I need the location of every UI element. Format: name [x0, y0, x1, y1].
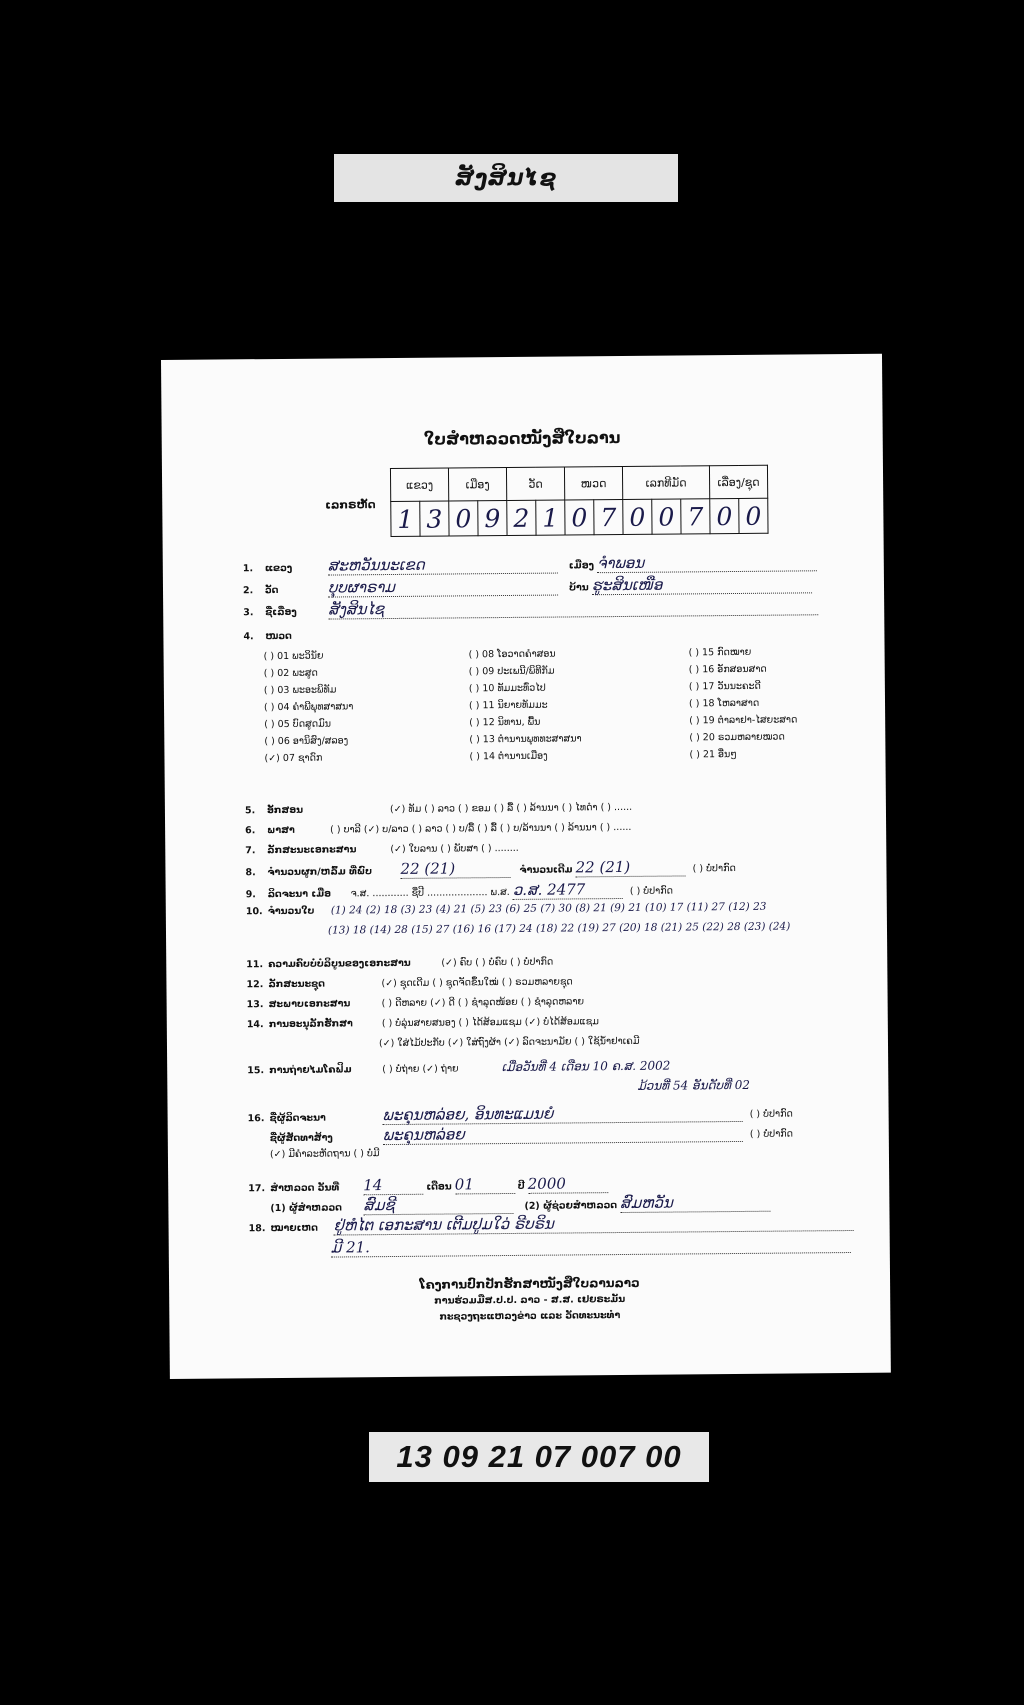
field-completeness: 11. ຄວາມຄົບບໍ່ບໍລິບູນຂອງເອກະສານ (✓) ຄົບ ( ) ບໍ່ຄົບ ( ) ບໍ່ປາກົດ: [246, 956, 554, 971]
survey-form: [161, 354, 891, 1379]
scribe-value: ພະຄຸນຫລ່ອຍ, ອິນທະແມນຍໍ: [383, 1103, 743, 1125]
code-col-district: ເມືອງ: [448, 467, 506, 501]
code-digit: 0: [652, 499, 681, 534]
category-option[interactable]: ( ) 20 ຣວມຫລາຍໝວດ: [689, 731, 785, 744]
category-option[interactable]: ( ) 10 ທັມມະທົ່ວໄປ: [468, 682, 546, 695]
code-digit: 0: [710, 498, 739, 533]
code-col-story: ເລື່ອງ/ຊຸດ: [709, 465, 767, 499]
fascicles-original: 22 (21): [576, 857, 686, 877]
remarks-value: ຢູ່ຫໍໄຕ ເອກະສານ ເຕີມປູມໃວ່ ຣີບຣິນ: [334, 1212, 854, 1236]
conservation-options[interactable]: ( ) ບໍ່ລຸ່ນສາຍສນອງ ( ) ໄດ້ສ້ອມແຊມ (✓) ບໍ່ໄດ້ສ້ອມແຊມ: [381, 1016, 599, 1030]
field-doc-type: 7. ລັກສະນະເອກະສານ (✓) ໃບລານ ( ) ພັບສາ ( ) ........: [245, 842, 519, 857]
village-value: ຮູະສິນເໜືອ: [592, 574, 812, 595]
field-province: 1. ແຂວງ ສະຫວັນນະເຂດ ເມືອງ ຈຳພອນ: [243, 552, 817, 576]
project-ministry: ກະຊວງຖະແຫລງຂ່າວ ແລະ ວັດທະນະທຳ: [439, 1310, 621, 1323]
category-option[interactable]: (✓) 07 ຊາດົກ: [264, 752, 323, 765]
code-table: [390, 465, 769, 537]
category-option[interactable]: ( ) 13 ຕຳນານພຸທທະສາສນາ: [469, 733, 582, 746]
project-name: ໂຄງການປົກປັກຮັກສາໜັງສືໃບລານລາວ: [419, 1275, 640, 1292]
set-type-options[interactable]: (✓) ຊຸດເດີມ ( ) ຊຸດຈັດຂຶ້ນໃໝ່ ( ) ຣວມຫລາຍຊຸດ: [381, 976, 573, 990]
code-digit: 0: [565, 500, 594, 535]
header-label: ສັງສິນໄຊ: [334, 154, 678, 202]
field-written-date: 9. ລິດຈະນາ ເມື່ອ ຈ.ສ. ............ ຊື່ປີ .................... ພ.ສ. ວ.ສ. 2477 ( ) ບໍ່ປາກົດ: [245, 880, 674, 901]
code-digit: 0: [623, 499, 652, 534]
category-option[interactable]: ( ) 09 ປະເພນີ/ພິທີກັມ: [468, 665, 555, 678]
category-grid: [263, 646, 798, 765]
field-language: 6. ພາສາ ( ) ບາລີ (✓) ບ/ລາວ ( ) ລາວ ( ) ບ/ລື້ ( ) ລື້ ( ) ບ/ລ້ານນາ ( ) ລ້ານນາ ( ) ......: [245, 821, 632, 837]
temple-value: ບຸບຜາຣາມ: [328, 577, 558, 598]
code-col-temple: ວັດ: [506, 467, 564, 501]
code-digit: 2: [507, 500, 536, 535]
field-colophon: [270, 1148, 380, 1160]
category-option[interactable]: ( ) 18 ໂຫລາສາດ: [688, 697, 760, 710]
district-value: ຈຳພອນ: [597, 552, 817, 573]
category-option[interactable]: ( ) 04 ຄຳພີພຸທສາສນາ: [263, 701, 354, 714]
microfilm-options[interactable]: ( ) ບໍ່ຖ່າຍ (✓) ຖ່າຍ: [382, 1063, 459, 1076]
field-leaf-count: 10. ຈຳນວນໃບ (1) 24 (2) 18 (3) 23 (4) 21 (5) 23 (6) 25 (7) 30 (8) 21 (9) 21 (10) 17 (11) 27 (12) 23: [245, 900, 767, 918]
field-sponsor: ຊື່ຜູ້ສັດທາສ້າງ ພະຄຸນຫລ່ອຍ ( ) ບໍ່ປາກົດ: [270, 1123, 793, 1147]
language-options[interactable]: ( ) ບາລີ (✓) ບ/ລາວ ( ) ລາວ ( ) ບ/ລື້ ( ) ລື້ ( ) ບ/ລ້ານນາ ( ) ລ້ານນາ ( ) ......: [330, 821, 632, 836]
category-option[interactable]: ( ) 16 ອັກສອນສາດ: [688, 663, 767, 676]
condition-options[interactable]: ( ) ດີຫລາຍ (✓) ດີ ( ) ຊຳລຸດໜ້ອຍ ( ) ຊຳລຸດຫລາຍ: [381, 996, 585, 1010]
category-option[interactable]: ( ) 03 ພະອະພິທັມ: [263, 684, 337, 697]
project-partners: ການຮ່ວມມືສ.ປ.ປ. ລາວ - ສ.ສ. ເຢຍຣະມັນ: [434, 1293, 626, 1307]
survey-month: 01: [455, 1175, 515, 1195]
leaf-count-line2: (13) 18 (14) 28 (15) 27 (16) 16 (17) 24 (18) 22 (19) 27 (20) 18 (21) 25 (22) 28 (23) (24): [327, 920, 791, 937]
field-microfilm-reel: [637, 1078, 750, 1093]
code-digit: 0: [449, 501, 478, 536]
category-option[interactable]: ( ) 08 ໂອວາດຄຳສອນ: [468, 648, 556, 661]
surveyor-value: ສົມຊີ: [363, 1195, 513, 1215]
microfilm-date: ເມື່ອວັນທີ່ 4 ເດືອນ 10 ຄ.ສ. 2002: [501, 1058, 671, 1075]
field-set-type: 12. ລັກສະນະຊຸດ (✓) ຊຸດເດີມ ( ) ຊຸດຈັດຂຶ້ນໃໝ່ ( ) ຣວມຫລາຍຊຸດ: [246, 976, 573, 991]
conservation-options-2[interactable]: (✓) ໃສ່ໄມ້ປະກັບ (✓) ໃສ່ຖົງຜ້າ (✓) ລົດຈະນາມັຍ ( ) ໃຊ້ນ້ຳຢາເຄມີ: [378, 1035, 640, 1050]
field-conservation-2: [379, 1036, 640, 1049]
code-digit: 7: [681, 499, 710, 534]
field-survey-date: 17. ສຳຫລວດ ວັນທີ່ 14 ເດືອນ 01 ປີ 2000: [248, 1174, 608, 1196]
category-option[interactable]: ( ) 05 ບົດສູດມົນ: [264, 718, 332, 731]
category-option[interactable]: ( ) 19 ຕຳລາຢາ-ໄສຍະສາດ: [689, 714, 798, 727]
completeness-options[interactable]: (✓) ຄົບ ( ) ບໍ່ຄົບ ( ) ບໍ່ປາກົດ: [441, 956, 554, 969]
code-digit: 3: [420, 501, 449, 536]
province-value: ສະຫວັນນະເຂດ: [328, 555, 558, 576]
code-digit: 1: [391, 501, 420, 536]
assistant-value: ສົມຫວັນ: [620, 1193, 770, 1213]
category-option[interactable]: ( ) 12 ນິທານ, ພື້ນ: [469, 716, 541, 729]
field-remarks-2: [331, 1234, 851, 1258]
field-temple: 2. ວັດ ບຸບຜາຣາມ ບ້ານ ຮູະສິນເໜືອ: [243, 574, 812, 598]
code-digit: 0: [739, 498, 768, 533]
fascicles-found: 22 (21): [400, 859, 510, 879]
form-title: ໃບສຳຫລວດໜັງສືໃບລານ: [423, 427, 621, 449]
category-option[interactable]: ( ) 15 ກົດໝາຍ: [688, 646, 752, 659]
survey-day: 14: [363, 1176, 423, 1196]
code-col-province: ແຂວງ: [390, 468, 448, 502]
field-category: 4. ໜວດ: [243, 630, 292, 643]
title-value: ສັງສິນໄຊ: [328, 596, 818, 619]
category-option[interactable]: ( ) 01 ພະວິນັຍ: [263, 650, 324, 663]
category-option[interactable]: ( ) 21 ອື່ນໆ: [689, 748, 737, 761]
remarks-value-2: ມີ 21.: [331, 1234, 851, 1258]
category-option[interactable]: ( ) 17 ວັນນະຄະດີ: [688, 680, 761, 693]
field-scribe: 16. ຊື່ຜູ້ລິດຈະນາ ພະຄຸນຫລ່ອຍ, ອິນທະແມນຍໍ ( ) ບໍ່ປາກົດ: [247, 1104, 793, 1125]
code-label: ເລກຣຫັດ: [325, 498, 376, 512]
script-options[interactable]: (✓) ທັມ ( ) ລາວ ( ) ຂອມ ( ) ລື້ ( ) ລ້ານນາ ( ) ໄທດຳ ( ) ......: [389, 801, 633, 816]
doc-type-options[interactable]: (✓) ໃບລານ ( ) ພັບສາ ( ) ........: [390, 842, 519, 856]
field-fascicles: 8. ຈຳນວນຜູກ/ຫລົ້ມ ທີ່ພົບ 22 (21) ຈຳນວນເດີມ 22 (21) ( ) ບໍ່ປາກົດ: [245, 857, 736, 879]
field-title: 3. ຊື່ເລື່ອງ ສັງສິນໄຊ: [243, 596, 818, 620]
field-script: 5. ອັກສອນ (✓) ທັມ ( ) ລາວ ( ) ຂອມ ( ) ລື້ ( ) ລ້ານນາ ( ) ໄທດຳ ( ) ......: [244, 801, 633, 817]
category-option[interactable]: ( ) 11 ນິຍາຍທັມມະ: [468, 699, 548, 712]
colophon-options[interactable]: (✓) ມີຄຳລະຫັດຖານ ( ) ບໍ່ມີ: [269, 1148, 380, 1161]
microfilm-reel: ມ້ວນທີ່ 54 ອັນດັບທີ່ 02: [637, 1077, 751, 1093]
sponsor-value: ພະຄຸນຫລ່ອຍ: [383, 1123, 743, 1145]
survey-year: 2000: [528, 1174, 608, 1194]
category-option[interactable]: ( ) 14 ຕຳນານເມືອງ: [469, 750, 548, 763]
field-condition: 13. ສະພາບເອກະສານ ( ) ດີຫລາຍ (✓) ດີ ( ) ຊຳລຸດໜ້ອຍ ( ) ຊຳລຸດຫລາຍ: [246, 996, 585, 1011]
field-remarks: 18. ໝາຍເຫດ ຢູ່ຫໍໄຕ ເອກະສານ ເຕີມປູມໃວ່ ຣີບຣິນ: [248, 1212, 853, 1236]
field-leaf-count-2: [328, 921, 790, 937]
footer-label: 13 09 21 07 007 00: [369, 1432, 709, 1482]
code-digit: 7: [594, 499, 623, 534]
code-digit: 9: [478, 500, 507, 535]
field-surveyors: (1) ຜູ້ສຳຫລວດ ສົມຊີ (2) ຜູ້ຊ່ວຍສຳຫລວດ ສົມຫວັນ: [270, 1193, 770, 1216]
field-microfilm: 15. ການຖ່າຍໄມໂຄຟິມ ( ) ບໍ່ຖ່າຍ (✓) ຖ່າຍ ເມື່ອວັນທີ່ 4 ເດືອນ 10 ຄ.ສ. 2002: [247, 1058, 671, 1077]
code-col-bundle: ເລກທີມັດ: [622, 466, 709, 500]
field-conservation: 14. ການອະນຸລັກຮັກສາ ( ) ບໍ່ລຸ່ນສາຍສນອງ ( ) ໄດ້ສ້ອມແຊມ (✓) ບໍ່ໄດ້ສ້ອມແຊມ: [246, 1016, 599, 1031]
code-digit: 1: [536, 500, 565, 535]
category-option[interactable]: ( ) 06 ອານິສົງ/ສລອງ: [264, 735, 349, 748]
leaf-count-line1: (1) 24 (2) 18 (3) 23 (4) 21 (5) 23 (6) 25 (7) 30 (8) 21 (9) 21 (10) 17 (11) 27 (12) 23: [330, 900, 767, 917]
code-col-category: ໜວດ: [564, 466, 622, 500]
category-option[interactable]: ( ) 02 ພະສູດ: [263, 667, 318, 680]
written-year: ວ.ສ. 2477: [513, 880, 623, 900]
